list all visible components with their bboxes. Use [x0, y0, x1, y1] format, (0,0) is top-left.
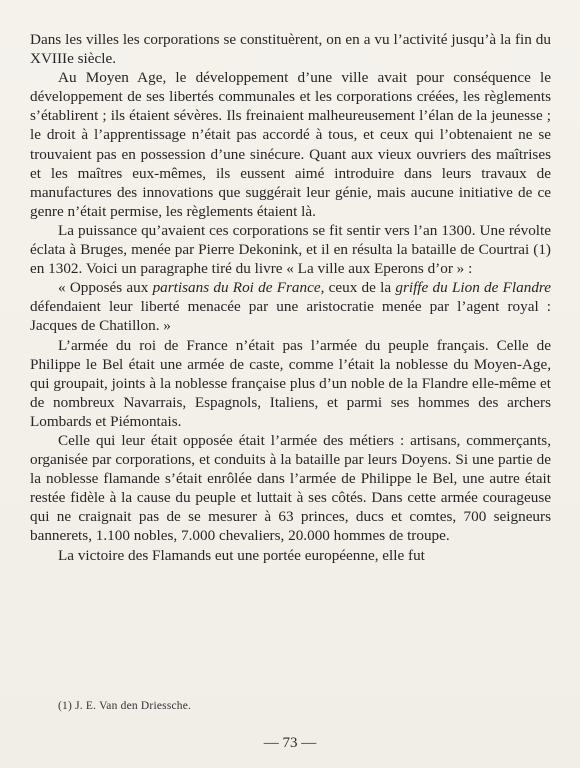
quote-segment-4-italic: griffe du Lion de Flandre	[395, 279, 551, 297]
paragraph-3: La puissance qu’avaient ces corporations se fit sentir vers l’an 1300. Une révolte éclata à Bruges, menée par Pierre Dekonink, et il en résulta la bataille de Courtrai (1) en 1302. Voici un paragraphe tiré du livre « La ville aux Eperons d’or » :	[30, 221, 551, 278]
quote-segment-5: défendaient leur liberté menacée par une aristocratie menée par l’agent royal : Jacques de Chatillon. »	[30, 298, 551, 335]
footnote: (1) J. E. Van den Driessche.	[58, 700, 192, 712]
quote-segment-3: ceux de la	[324, 279, 396, 297]
body-text	[30, 30, 551, 565]
paragraph-1: Dans les villes les corporations se constituèrent, on en a vu l’activité jusqu’à la fin du XVIIIe siècle.	[30, 31, 551, 68]
paragraph-6: Celle qui leur était opposée était l’armée des métiers : artisans, commerçants, organisée par corporations, et conduits à la bataille par leurs Doyens. Si une partie de la noblesse flamande s’était enrôlée dans l’armée de Philippe le Bel, une autre était restée fidèle à la cause du peuple et luttait à ses côtés. Dans cette armée courageuse qui ne craignait pas de se mesurer à 63 princes, ducs et comtes, 700 seigneurs bannerets, 1.100 nobles, 7.000 chevaliers, 20.000 hommes de troupe.	[30, 431, 551, 545]
paragraph-2: Au Moyen Age, le développement d’une ville avait pour conséquence le développement de ses libertés communales et les corporations créées, les règlements s’établirent ; ils étaient sévères. Ils freinaient malheureusement l’élan de la jeunesse ; le droit à l’apprentissage n’était pas accordé à tous, et ceux qui l’obtenaient ne se trouvaient pas en possession d’une sinécure. Quant aux vieux ouvriers des maîtrises et les maîtres eux-mêmes, ils eussent aimé introduire dans leurs travaux de manufactures des innovations que suggérait leur génie, mais aucune initiative de ce genre n’était permise, les règlements étaient là.	[30, 69, 551, 220]
paragraph-4-quote	[30, 278, 551, 335]
quote-segment-1: « Opposés aux	[58, 279, 153, 297]
quote-segment-2-italic: partisans du Roi de France,	[152, 279, 325, 297]
paragraph-5: L’armée du roi de France n’était pas l’armée du peuple français. Celle de Philippe le Bel était une armée de caste, comme l’était la noblesse du Moyen-Age, qui groupait, joints à la noblesse française plus d’un noble de la Flandre elle-même et de nombreux Navarrais, Espagnols, Italiens, et parmi ses hommes des archers Lombards et Piémontais.	[30, 336, 551, 430]
page-number: — 73 —	[263, 735, 317, 751]
paragraph-7: La victoire des Flamands eut une portée européenne, elle fut	[58, 546, 425, 564]
